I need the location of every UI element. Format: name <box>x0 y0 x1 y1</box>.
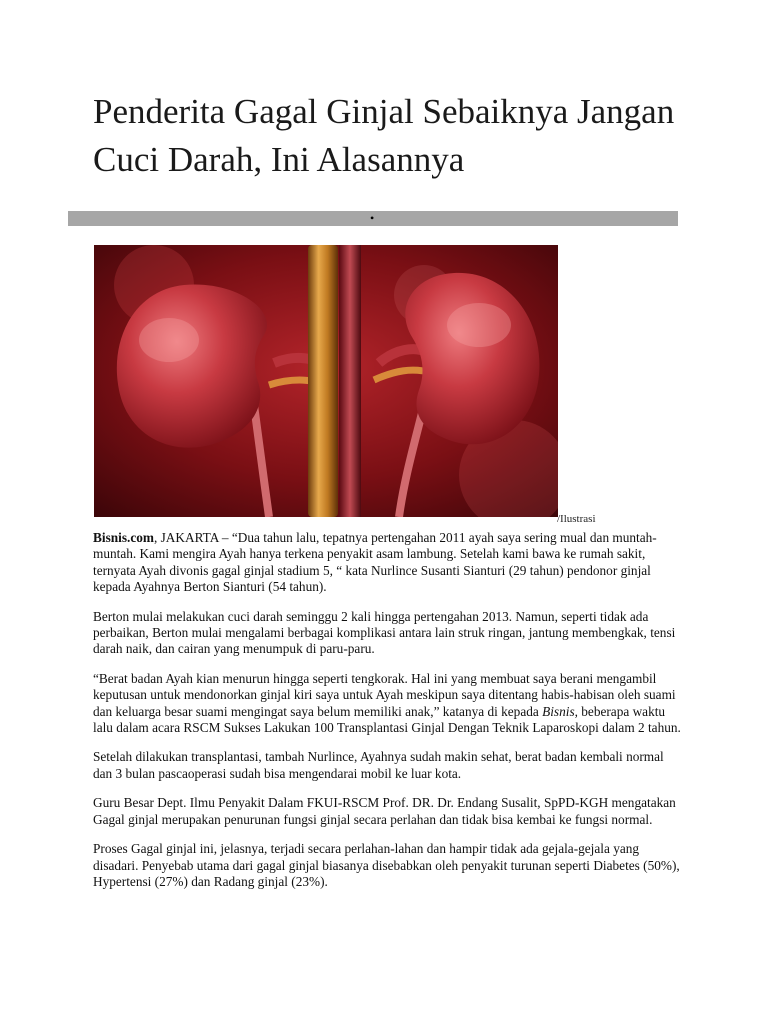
kidney-illustration-svg <box>94 245 558 517</box>
separator-bullet: • <box>370 211 375 225</box>
source-name: Bisnis.com <box>93 530 154 545</box>
paragraph-3-text-a: “Berat badan Ayah kian menurun hingga seperti tengkorak. Hal ini yang membuat saya berani mengambil keputusan untuk mendonorkan ginjal kiri saya untuk Ayah meskipun saya ditentang habis-habisan oleh suami dan keluarga besar suami mengingat saya belum memiliki anak,” katanya di kepada <box>93 670 676 719</box>
image-caption: /Ilustrasi <box>557 513 596 525</box>
paragraph-3-italic: Bisnis <box>542 703 575 719</box>
paragraph-3 <box>93 671 683 737</box>
paragraph-2: Berton mulai melakukan cuci darah seminggu 2 kali hingga pertengahan 2013. Namun, seperti tidak ada perbaikan, Berton mulai mengalami berbagai komplikasi antara lain struk ringan, jantung membengkak, tensi darah naik, dan cairan yang menumpuk di paru-paru. <box>93 608 676 657</box>
kidney-illustration-image <box>94 245 558 517</box>
paragraph-1 <box>93 530 683 596</box>
paragraph-3-text-b: , beberapa waktu lalu dalam acara RSCM Sukses Lakukan 100 Transplantasi Ginjal Dengan Teknik Laparoskopi dalam 2 tahun. <box>93 703 681 736</box>
paragraph-6: Proses Gagal ginjal ini, jelasnya, terjadi secara perlahan-lahan dan hampir tidak ada gejala-gejala yang disadari. Penyebab utama dari gagal ginjal biasanya disebabkan oleh penyakit turunan seperti Diabetes (50%), Hypertensi (27%) dan Radang ginjal (23%). <box>93 841 680 889</box>
paragraph-4: Setelah dilakukan transplantasi, tambah Nurlince, Ayahnya sudah makin sehat, berat badan kembali normal dan 3 bulan pascaoperasi sudah bisa mengendarai mobil ke luar kota. <box>93 749 664 781</box>
paragraph-5: Guru Besar Dept. Ilmu Penyakit Dalam FKUI-RSCM Prof. DR. Dr. Endang Susalit, SpPD-KGH mengatakan Gagal ginjal merupakan penurunan fungsi ginjal secara perlahan dan tidak bisa kembai ke fungsi normal. <box>93 795 676 827</box>
article-title: Penderita Gagal Ginjal Sebaiknya Jangan Cuci Darah, Ini Alasannya <box>93 92 675 179</box>
paragraph-1-text: , JAKARTA – “Dua tahun lalu, tepatnya pertengahan 2011 ayah saya sering mual dan muntah-muntah. Kami mengira Ayah hanya terkena penyakit asam lambung. Setelah kami bawa ke rumah sakit, ternyata Ayah divonis gagal ginjal stadium 5, “ kata Nurlince Susanti Sianturi (29 tahun) pendonor ginjal kepada Ayahnya Berton Sianturi (54 tahun). <box>93 530 657 595</box>
article-body <box>93 530 683 903</box>
